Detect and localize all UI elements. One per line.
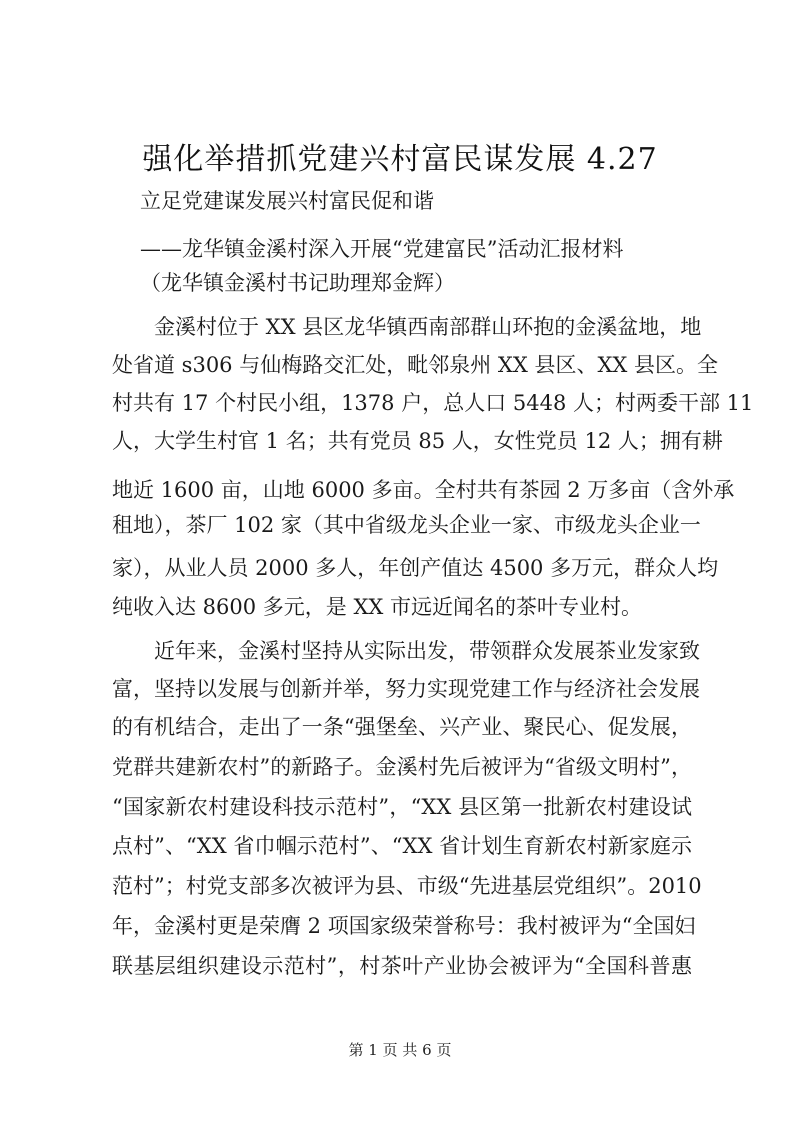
paragraph-line: 村共有 17 个村民小组，1378 户，总人口 5448 人；村两委干部 11 [112,391,754,415]
paragraph-line: “国家新农村建设科技示范村”，“XX 县区第一批新农村建设试 [112,795,692,819]
paragraph-line: 年，金溪村更是荣膺 2 项国家级荣誉称号：我村被评为“全国妇 [112,914,696,938]
paragraph-line: 范村”；村党支部多次被评为县、市级“先进基层党组织”。2010 [112,874,702,898]
paragraph-line: 纯收入达 8600 多元，是 XX 市远近闻名的茶叶专业村。 [112,595,643,619]
paragraph-line: 处省道 s306 与仙梅路交汇处，毗邻泉州 XX 县区、XX 县区。全 [112,353,719,377]
report-line: ——龙华镇金溪村深入开展“党建富民”活动汇报材料 [140,237,624,261]
paragraph-line: 党群共建新农村”的新路子。金溪村先后被评为“省级文明村”， [112,755,692,779]
paragraph-line: 金溪村位于 XX 县区龙华镇西南部群山环抱的金溪盆地，地 [154,315,702,339]
paragraph-line: 联基层组织建设示范村”，村茶叶产业协会被评为“全国科普惠 [112,954,692,978]
paragraph-line: 点村”、“XX 省巾帼示范村”、“XX 省计划生育新农村新家庭示 [112,834,692,858]
paragraph-line: 租地），茶厂 102 家（其中省级龙头企业一家、市级龙头企业一 [112,513,701,537]
author-line: （龙华镇金溪村书记助理郑金辉） [140,271,455,295]
paragraph-line: 近年来，金溪村坚持从实际出发，带领群众发展茶业发家致 [154,639,700,663]
paragraph-line: 的有机结合，走出了一条“强堡垒、兴产业、聚民心、促发展， [112,715,692,739]
document-title: 强化举措抓党建兴村富民谋发展 4.27 [142,142,658,177]
paragraph-line: 地近 1600 亩，山地 6000 多亩。全村共有茶园 2 万多亩（含外承 [112,478,735,502]
paragraph-line: 家），从业人员 2000 多人，年创产值达 4500 多万元，群众人均 [112,556,719,580]
paragraph-line: 人，大学生村官 1 名；共有党员 85 人，女性党员 12 人；拥有耕 [112,429,723,453]
subtitle: 立足党建谋发展兴村富民促和谐 [140,189,434,213]
page-number-footer: 第 1 页 共 6 页 [348,1041,452,1059]
paragraph-line: 富，坚持以发展与创新并举，努力实现党建工作与经济社会发展 [112,677,700,701]
